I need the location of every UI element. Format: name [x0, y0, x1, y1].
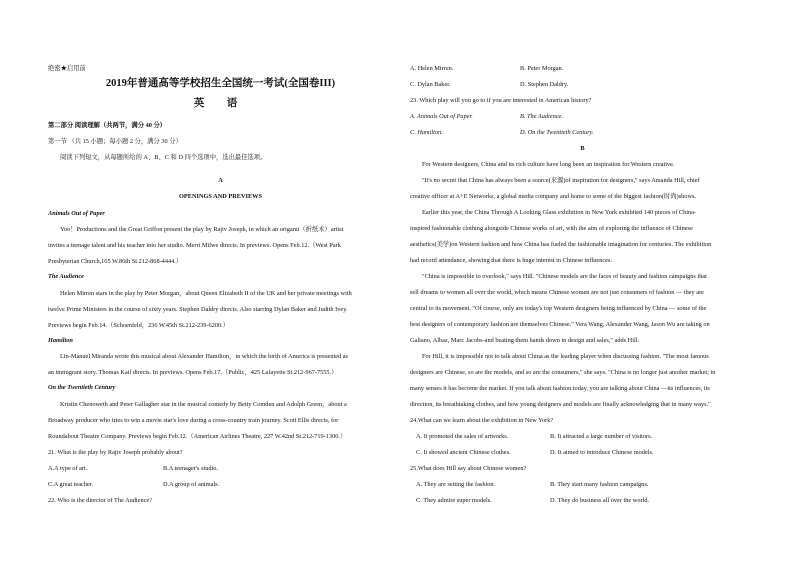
paragraph-line: creative officer at A+E Networks, a global media company and home to some of the biggest fashion(时尚)shows.: [410, 193, 697, 200]
play-text-line: Lin-Manuel Miranda wrote this musical about Alexander Hamilton，in which the birth of America is presented as: [60, 353, 349, 360]
answer-option[interactable]: B. It attracted a large number of visitors.: [550, 433, 653, 440]
paragraph-line: direction, its breathtaking clothes, and how young designers and models are finally acknowledging that in many ways.": [410, 401, 711, 408]
subpart-heading: 第一节 （共 15 小题；每小题 2 分，满分 30 分）: [48, 138, 182, 145]
answer-option[interactable]: C. Hamilton.: [410, 129, 443, 136]
paragraph-line: "It's no secret that China has always been a source(来源)of inspiration for designers," says Amanda Hill, chief: [422, 177, 700, 184]
passage-a-heading: OPENINGS AND PREVIEWS: [179, 193, 262, 200]
paragraph-line: Galiano, Albaz, Marc Jacobs-and beating them hands down in design and sales," adds Hill.: [410, 337, 640, 344]
paragraph-line: For Western designers, China and its rich culture have long been an inspiration for Western creative.: [422, 161, 675, 168]
paragraph-line: For Hill, it is impossible not to talk about China as the leading player when discussing fashion. "The most famous: [422, 353, 709, 360]
subject-title: 英 语: [193, 98, 248, 109]
answer-option[interactable]: A.A type of art.: [48, 465, 88, 472]
instructions: 阅读下列短文，从每题所给的 A、B、C 和 D 四个选项中，选出最佳选项。: [60, 154, 267, 161]
answer-option[interactable]: B. The Audience.: [520, 113, 563, 120]
confidential-mark: 绝密★启用前: [48, 65, 86, 72]
passage-a-letter: A: [218, 177, 223, 184]
answer-option[interactable]: D. On the Twentieth Century.: [520, 129, 594, 136]
play-title: Hamilton: [48, 337, 73, 344]
answer-option[interactable]: B. Peter Morgan.: [520, 65, 564, 72]
play-text-line: Helen Mirren stars in the play by Peter Morgan，about Queen Elizabeth II of the UK and her private meetings with: [60, 290, 352, 297]
play-text-line: Yoo！Productions and the Great Griffon present the play by Rajiv Joseph, in which an origami（折纸术）artist: [60, 226, 344, 233]
answer-option[interactable]: C. Dylan Baker.: [410, 81, 451, 88]
exam-title: 2019年普通高等学校招生全国统一考试(全国卷III): [105, 78, 336, 89]
answer-option[interactable]: D. It aimed to introduce Chinese models.: [550, 449, 654, 456]
answer-option[interactable]: A. Helen Mirren.: [410, 65, 454, 72]
play-title: The Audience: [48, 273, 84, 280]
answer-option[interactable]: D. Stephen Daldry.: [520, 81, 569, 88]
play-text-line: Roundabout Theatre Company. Previews begin Feb.12.（American Airlines Theatre, 227 W.42nd St.212-719-1300.）: [48, 433, 347, 440]
paragraph-line: central to its movement. "Of course, only are today's top Western designers being influenced by China — some of the: [410, 305, 707, 312]
play-title: On the Twentieth Century: [48, 384, 116, 391]
paragraph-line: designers are Chinese, so are the models, and so are the consumers," she says. "China is no longer just another market; in: [410, 369, 716, 376]
play-text-line: invites a teenage talent and his teacher into her studio. Merri Milwe directs. In previews. Opens Feb.12.（West Park: [48, 242, 341, 249]
paragraph-line: many senses it has become the market. If you talk about fashion today, you are talking about China —its influences, its: [410, 385, 710, 392]
question-stem: 21. What is the play by Rajiv Joseph probably about?: [48, 449, 183, 456]
answer-option[interactable]: D. They do business all over the world.: [550, 497, 650, 504]
answer-option[interactable]: C. It showed ancient Chinese clothes.: [416, 449, 511, 456]
play-text-line: Kristin Chenoweth and Peter Gallagher star in the musical comedy by Betty Comden and Adolph Green，about a: [60, 401, 347, 408]
answer-option[interactable]: C.A great teacher.: [48, 481, 94, 488]
part-heading: 第二部分 阅读理解（共两节，满分 40 分）: [48, 122, 167, 129]
paragraph-line: "China is impossible to overlook," says Hill. "Chinese models are the faces of beauty and fashion campaigns that: [422, 273, 707, 280]
play-text-line: Broadway producer who tries to win a movie star's love during a cross-country train journey. Scott Ellis directs, for: [48, 417, 339, 424]
question-stem: 24.What can we learn about the exhibition in New York?: [410, 417, 554, 424]
answer-option[interactable]: C. They admire super models.: [416, 497, 492, 504]
answer-option[interactable]: A. Animals Out of Paper.: [410, 113, 473, 120]
paragraph-line: best designers of contemporary fashion are themselves Chinese." Vera Wang, Alexander Wang, Jason Wu are taking on: [410, 321, 710, 328]
passage-b-letter: B: [580, 145, 585, 152]
question-stem: 25.What does Hill say about Chinese women?: [410, 465, 527, 472]
answer-option[interactable]: B. They start many fashion campaigns.: [550, 481, 649, 488]
play-text-line: an immigrant story. Thomas Kail directs. In previews. Opens Feb.17.（Public，425 Lafayette St.212-967-7555.）: [48, 369, 338, 376]
play-text-line: Presbyterian Church,165 W.86th St.212-868-4444.）: [48, 258, 183, 265]
paragraph-line: inspired fashionable clothing alongside Chinese works of art, with the aim of exploring the influence of Chinese: [410, 225, 693, 232]
paragraph-line: Earlier this year, the China Through A Looking Glass exhibition in New York exhibited 140 pieces of China-: [422, 209, 697, 216]
answer-option[interactable]: B.A teenager's studio.: [163, 465, 218, 472]
paragraph-line: aesthetics(美学)on Western fashion and how China has fueled the fashionable imagination for centuries. The exhibition: [410, 241, 712, 248]
answer-option[interactable]: A. They are setting the fashion.: [416, 481, 496, 488]
question-stem: 22. Who is the director of The Audience?: [48, 497, 152, 504]
paragraph-line: sell dreams to women all over the world, which means Chinese women are not just consumers of fashion — they are: [410, 289, 704, 296]
play-text-line: Previews begin Feb.14.（Schoenfeld，236 W.45th St.212-239-6200.）: [48, 322, 230, 329]
question-stem: 23. Which play will you go to if you are interested in American history?: [410, 97, 592, 104]
play-text-line: twelve Prime Ministers in the course of sixty years. Stephen Daldry directs. Also starring Dylan Baker and Judith Ivey.: [48, 306, 348, 313]
answer-option[interactable]: A. It promoted the sales of artworks.: [416, 433, 509, 440]
paragraph-line: had record attendance, showing that there is huge interest in Chinese influences.: [410, 257, 612, 264]
answer-option[interactable]: D.A group of animals.: [163, 481, 220, 488]
play-title: Animals Out of Paper: [48, 210, 105, 217]
